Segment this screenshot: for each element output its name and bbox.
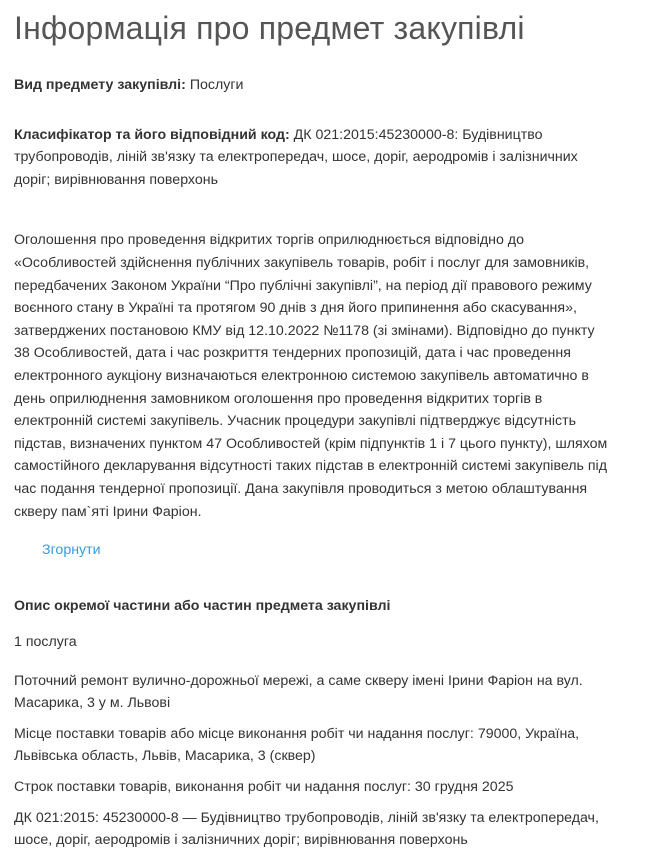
subject-type [14, 74, 614, 97]
lot-delivery-place: Місце поставки товарів або місце виконання робіт чи надання послуг: 79000, Україна, Львівська область, Львів, Масарика, 3 (сквер) [14, 725, 580, 765]
page-title: Інформація про предмет закупівлі [14, 10, 525, 46]
collapse-link[interactable]: Згорнути [42, 542, 101, 559]
classifier [14, 124, 614, 192]
subject-type-label: Вид предмету закупівлі: [14, 77, 186, 93]
classifier-label: Класифікатор та його відповідний код: [14, 126, 290, 143]
lot-quantity: 1 послуга [14, 634, 77, 651]
classifier-value: ДК 021:2015:45230000-8: Будівництво трубопроводів, ліній зв'язку та електропередач, шосе, доріг, аеродромів і залізничних доріг; вирівнювання поверхонь [14, 126, 578, 188]
lot-name: Поточний ремонт вулично-дорожньої мережі, а саме скверу імені Ірини Фаріон на вул. Масарика, 3 у м. Львові [14, 672, 583, 712]
lot-section-heading: Опис окремої частини або частин предмета закупівлі [14, 598, 391, 615]
lot-classifier: ДК 021:2015: 45230000-8 — Будівництво трубопроводів, ліній зв'язку та електропередач, шосе, доріг, аеродромів і залізничних доріг; вирівнювання поверхонь [14, 809, 599, 849]
lot-delivery-date: Строк поставки товарів, виконання робіт чи надання послуг: 30 грудня 2025 [14, 779, 514, 796]
subject-type-value: Послуги [189, 77, 244, 93]
description: Оголошення про проведення відкритих торгів оприлюднюється відповідно до «Особливостей здійснення публічних закупівель товарів, робіт і послуг для замовників, передбачених Законом України “Про публічні закупівлі”, на період дії правового режиму воєнного стану в Україні та протягом 90 днів з дня його припинення або скасування», затверджених постановою КМУ від 12.10.2022 №1178 (зі змінами). Відповідно до пункту 38 Особливостей, дата і час розкриття тендерних пропозицій, дата і час проведення електронного аукціону визначаються електронною системою закупівель автоматично в день оприлюднення замовником оголошення про проведення відкритих торгів в електронній системі закупівель. Учасник процедури закупівлі підтверджує відсутність підстав, визначених пунктом 47 Особливостей (крім підпунктів 1 і 7 цього пункту), шляхом самостійного декларування відсутності таких підстав в електронній системі закупівель під час подання тендерної пропозиції. Дана закупівля проводиться з метою облаштування скверу пам`яті Ірини Фаріон. [14, 232, 608, 520]
procurement-info [0, 8, 628, 852]
